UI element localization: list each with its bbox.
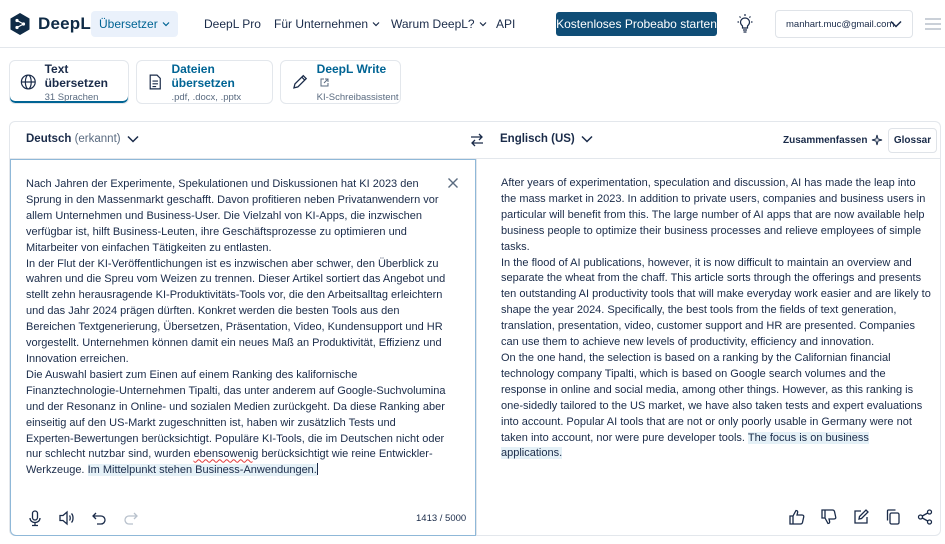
target-toolbar [788,508,934,526]
source-paragraph: Nach Jahren der Experimente, Spekulationen und Diskussionen hat KI 2023 den Sprung in den Massenmarkt geschafft. Davon profitieren neben Privatanwendern vor allem Unternehmen und Business-User. Die Vielzahl von KI-Apps, die inzwischen verfügbar ist, hilft Business-Leuten, ihre Geschäftsprozesse zu optimieren und Mitarbeiter von einfachen Tätigkeiten zu entlasten. [26,178,439,254]
summarize-button[interactable] [783,134,883,146]
translation-output[interactable] [501,176,931,462]
source-textarea[interactable] [26,177,446,479]
tab-title: Text übersetzen [44,61,108,90]
tab-subtitle: .pdf, .docx, .pptx [171,91,242,103]
globe-icon [20,73,37,91]
target-paragraph: In the flood of AI publications, however, it is now difficult to maintain an overview and separate the wheat from the chaff. This article sorts through the offerings and presents ten outstanding AI productivity tools that will make everyday work easier and are likely to shape the year 2024. Specifically, the best tools from the fields of text generation, translation, presentation, video, customer support and HR are presented. Companies can use them to achieve new levels of productivity, efficiency and innovation. [501,256,931,349]
document-icon [147,73,163,91]
spelling-error[interactable]: ebensowenig [193,448,259,461]
nav-link-label: Warum DeepL? [391,17,475,31]
nav-link-deepl-pro[interactable] [204,0,261,48]
deepl-logo-icon [9,12,31,36]
top-navigation [0,0,945,48]
swap-languages-icon[interactable] [469,132,485,148]
pen-icon [291,73,309,91]
source-language-selector[interactable] [26,133,139,145]
tab-text-translate[interactable] [9,60,129,104]
speaker-icon[interactable] [58,509,76,527]
target-language-selector[interactable] [500,133,593,145]
free-trial-button[interactable]: Kostenloses Probeabo starten [556,12,717,36]
character-count: 1413 / 5000 [416,513,467,524]
language-bar [9,121,941,159]
glossary-button[interactable]: Glossar [888,128,937,153]
share-icon[interactable] [916,508,934,526]
external-link-icon [320,78,329,87]
translator-dropdown[interactable] [91,11,178,37]
copy-icon[interactable] [884,508,902,526]
chevron-down-icon [127,134,139,144]
logo-text: DeepL [38,14,91,33]
tab-deepl-write[interactable] [280,60,401,104]
summarize-label: Zusammenfassen [783,134,868,146]
tab-title [317,62,400,90]
highlighted-sentence[interactable]: The focus is on business applications. [501,431,869,460]
tab-subtitle: KI-Schreibassistent [316,91,399,103]
chevron-down-icon [581,134,593,144]
nav-link-api[interactable] [496,0,515,48]
deepl-logo[interactable] [9,10,91,38]
source-text-panel[interactable] [10,159,476,536]
tab-subtitle: 31 Sprachen [44,91,99,103]
redo-icon[interactable] [122,509,140,527]
source-paragraph: In der Flut der KI-Veröffentlichungen ist es inzwischen aber schwer, den Überblick zu wahren und die Spreu vom Weizen zu trennen. Dieser Artikel sortiert das Angebot und stellt zehn herausragende KI-Produktivitäts-Tools vor, die den Arbeitsalltag erleichtern und das Jahr 2024 prägen dürften. Konkret werden die besten Tools aus den Bereichen Textgenerierung, Übersetzen, Präsentation, Video, Kundensupport und HR vorgestellt. Unternehmen können damit ein neues Maß an Produktivität, Effizienz und Innovation erreichen. [26,257,446,365]
tab-file-translate[interactable] [136,60,273,104]
target-paragraph: On the one hand, the selection is based on a ranking by the Californian financial technology company Tipalti, which is based on Google search volumes and the response in online and social media, among other things. However, as this ranking is one-sidedly tailored to the US market, we have also taken tests and expert evaluations into account. Popular AI tools that are not or only poorly usable in Germany were not taken into account, nor were pure developer tools. The focus is on business applications. [501,351,923,460]
hamburger-menu-icon[interactable] [925,17,941,31]
account-dropdown[interactable] [775,10,913,38]
target-paragraph: After years of experimentation, speculation and discussion, AI has made the leap into the mass market in 2023. In addition to private users, companies and business users in particular will benefit from this. The large number of AI apps that are now available help business people to optimize their business processes and relieve employees of simple tasks. [501,177,926,253]
lightbulb-icon[interactable] [735,13,755,35]
target-text-panel [476,159,941,536]
translator-panels [9,158,941,536]
source-language-name: Deutsch (erkannt) [26,133,121,145]
nav-link-business[interactable] [274,0,380,48]
account-email: manhart.muc@gmail.com [786,18,895,30]
nav-link-label: DeepL Pro [204,17,261,31]
chevron-down-icon [890,19,902,29]
target-language-name: Englisch (US) [500,133,575,145]
tab-title: Dateien übersetzen [171,61,235,90]
chevron-down-icon [372,20,380,28]
chevron-down-icon [162,20,170,28]
microphone-icon[interactable] [26,509,44,527]
source-paragraph: Die Auswahl basiert zum Einen auf einem Ranking des kalifornische Finanztechnologie-Unternehmen Tipalti, das unter anderem auf Google-Suchvolumina und der Resonanz in Online- und sozialen Medien zurückgeht. Da diese Ranking aber einseitig auf den US-Markt zugeschnitten ist, haben wir zusätzlich Tests und Experten-Bewertungen berücksichtigt. Populäre KI-Tools, die im Deutschen nicht oder nur schlecht nutzbar sind, wurden ebensowenig berücksichtigt wie reine Entwickler-Werkzeuge. Im Mittelpunkt stehen Business-Anwendungen. [26,368,446,477]
tab-title-text: DeepL Write [316,61,387,76]
translator-label: Übersetzer [99,17,158,31]
source-toolbar [26,509,140,527]
nav-link-why-deepl[interactable] [391,0,487,48]
chevron-down-icon [479,20,487,28]
text-caret [317,463,318,475]
nav-link-label: Für Unternehmen [274,17,369,31]
edit-icon[interactable] [852,508,870,526]
sparkle-icon [871,134,883,146]
undo-icon[interactable] [90,509,108,527]
close-icon[interactable] [447,177,459,189]
highlighted-sentence[interactable]: Im Mittelpunkt stehen Business-Anwendungen. [87,464,317,477]
thumbs-up-icon[interactable] [788,508,806,526]
thumbs-down-icon[interactable] [820,508,838,526]
nav-link-label: API [496,17,516,31]
